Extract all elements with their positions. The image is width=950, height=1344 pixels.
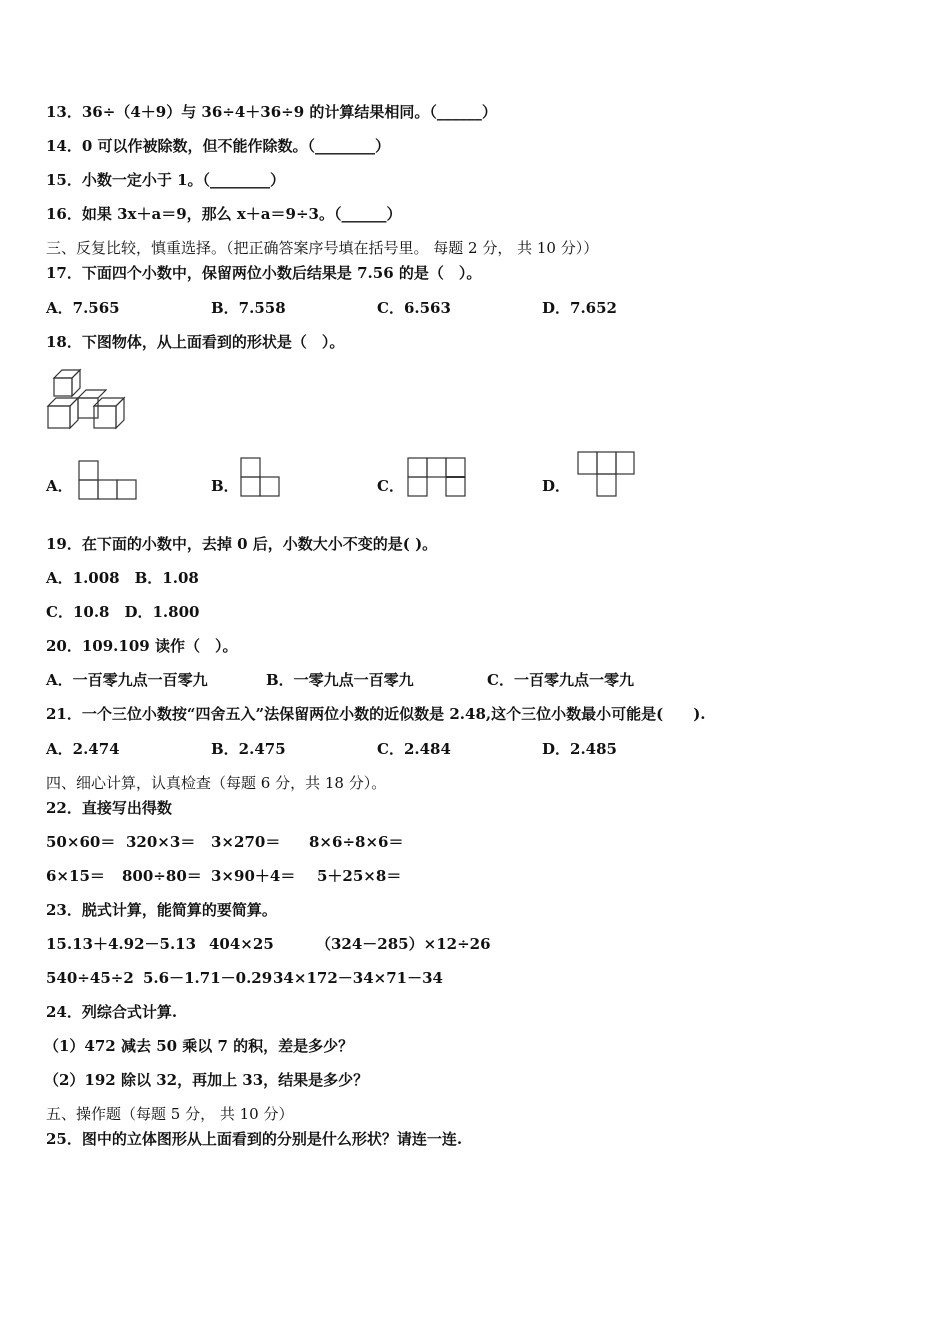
question-23-stem: 23．脱式计算，能简算的要简算。	[46, 901, 277, 919]
q17-option-a: A．7.565	[46, 299, 120, 317]
question-text: 36÷（4＋9）与 36÷4＋36÷9 的计算结果相同。（______）	[81, 103, 497, 121]
q23-item: （324－285）×12÷26	[316, 935, 491, 953]
q20-option-c: C．一百零九点一零九	[487, 671, 634, 689]
q19-options-row-2: C．10.8 D．1.800	[46, 603, 200, 621]
q24-subquestion-2: （2）192 除以 32，再加上 33，结果是多少？	[44, 1071, 369, 1089]
question-text: 小数一定小于 1。（________）	[81, 171, 286, 189]
question-25-stem: 25．图中的立体图形从上面看到的分别是什么形状？请连一连.	[46, 1130, 463, 1148]
q17-option-c: C．6.563	[377, 299, 451, 317]
q23-item: 15.13＋4.92－5.13	[46, 935, 197, 953]
section-4-heading: 四、细心计算，认真检查（每题 6 分，共 18 分）。	[46, 774, 387, 792]
question-text: 0 可以作被除数，但不能作除数。（________）	[81, 137, 391, 155]
q20-option-a: A．一百零九点一百零九	[46, 671, 208, 689]
q24-subquestion-1: （1）472 减去 50 乘以 7 的积，差是多少？	[44, 1037, 354, 1055]
q18-option-a-label: A．	[46, 477, 73, 495]
q18-option-b-label: B．	[211, 477, 239, 495]
question-22-stem: 22．直接写出得数	[46, 799, 172, 817]
q23-item: 34×172－34×71－34	[273, 969, 443, 987]
section-3-heading: 三、反复比较，慎重选择。（把正确答案序号填在括号里。 每题 2 分， 共 10 分））	[46, 239, 599, 257]
question-24-stem: 24．列综合式计算.	[46, 1003, 178, 1021]
question-13	[46, 102, 497, 122]
section-5-heading: 五、操作题（每题 5 分， 共 10 分）	[46, 1105, 294, 1123]
question-number: 14．	[46, 137, 82, 155]
question-15	[46, 170, 285, 190]
question-number: 15．	[46, 171, 82, 189]
question-20-stem: 20．109.109 读作（ ）。	[46, 637, 238, 655]
q21-option-b: B．2.475	[211, 740, 286, 758]
question-number: 16．	[46, 205, 82, 223]
q22-item: 320×3＝	[126, 833, 196, 851]
q18-option-d-shape	[577, 451, 637, 499]
q17-option-d: D．7.652	[542, 299, 617, 317]
q20-option-b: B．一零九点一百零九	[266, 671, 414, 689]
cube-stack-figure	[44, 368, 134, 432]
q19-options-row-1: A．1.008 B．1.08	[46, 569, 199, 587]
question-text: 如果 3x＋a＝9，那么 x＋a＝9÷3。（______）	[81, 205, 402, 223]
question-17-stem: 17．下面四个小数中，保留两位小数后结果是 7.56 的是（ ）。	[46, 264, 482, 282]
q21-option-a: A．2.474	[46, 740, 120, 758]
q18-option-a-shape	[78, 460, 138, 500]
q23-item: 404×25	[209, 935, 274, 953]
question-21-stem: 21．一个三位小数按“四舍五入”法保留两位小数的近似数是 2.48,这个三位小数最小可能是( ).	[46, 705, 706, 723]
question-18-stem: 18．下图物体，从上面看到的形状是（ ）。	[46, 333, 345, 351]
q22-item: 800÷80＝	[122, 867, 202, 885]
q23-item: 5.6－1.71－0.29	[143, 969, 273, 987]
question-14	[46, 136, 390, 156]
q22-item: 6×15＝	[46, 867, 105, 885]
q22-item: 50×60＝	[46, 833, 116, 851]
q18-option-c-label: C．	[377, 477, 404, 495]
q17-option-b: B．7.558	[211, 299, 286, 317]
q18-option-c-shape	[407, 457, 467, 499]
q18-option-b-shape	[240, 457, 282, 499]
question-16	[46, 204, 401, 224]
q22-item: 3×270＝	[211, 833, 281, 851]
q22-item: 5＋25×8＝	[317, 867, 402, 885]
q23-item: 540÷45÷2	[46, 969, 134, 987]
q21-option-d: D．2.485	[542, 740, 617, 758]
q22-item: 8×6÷8×6＝	[309, 833, 404, 851]
q18-option-d-label: D．	[542, 477, 571, 495]
q22-item: 3×90＋4＝	[211, 867, 296, 885]
question-number: 13．	[46, 103, 82, 121]
question-19-stem: 19．在下面的小数中，去掉 0 后，小数大小不变的是( )。	[46, 535, 438, 553]
q21-option-c: C．2.484	[377, 740, 451, 758]
